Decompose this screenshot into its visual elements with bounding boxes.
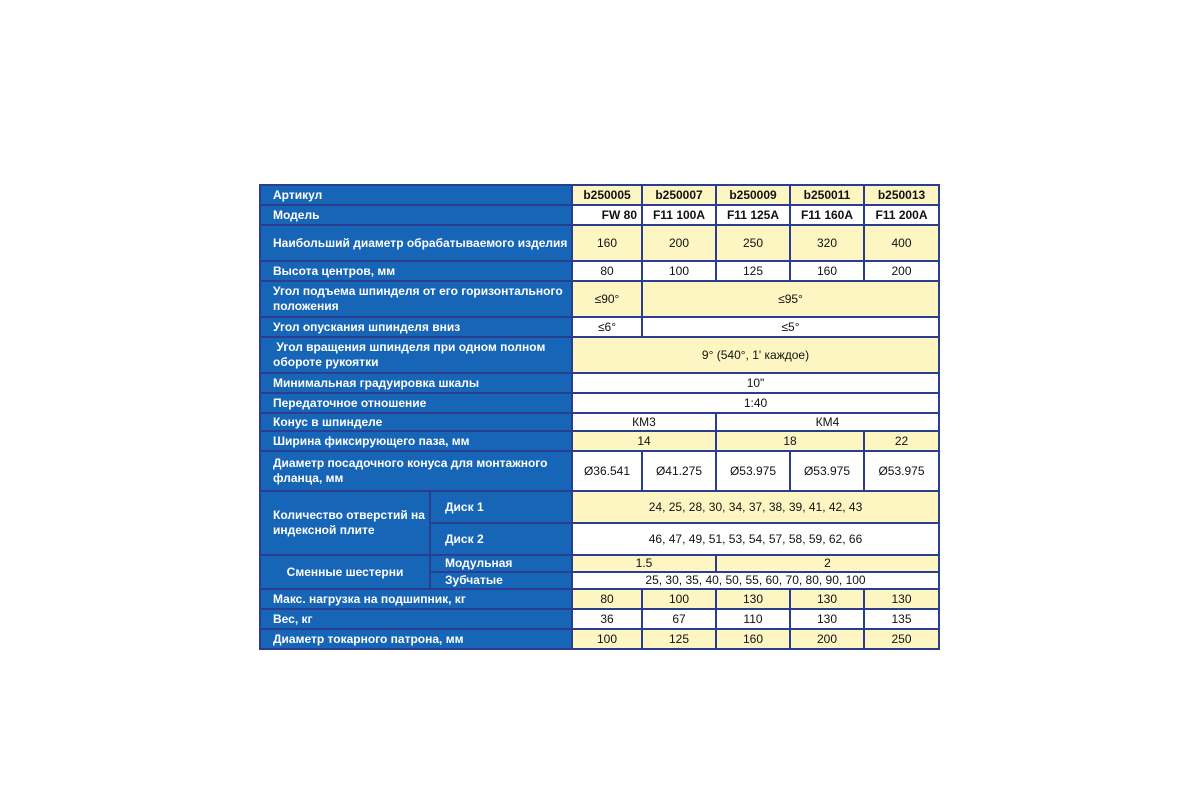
value-cell: 1:40 bbox=[573, 394, 940, 414]
value-cell: 10" bbox=[573, 374, 940, 394]
value-cell: 24, 25, 28, 30, 34, 37, 38, 39, 41, 42, 43 bbox=[573, 492, 940, 524]
value-cell: ≤90° bbox=[573, 282, 643, 318]
value-cell: 125 bbox=[717, 262, 791, 282]
model-cell: F11 200A bbox=[865, 206, 940, 226]
article-cell: b250013 bbox=[865, 186, 940, 206]
value-cell: 22 bbox=[865, 432, 940, 452]
value-cell: ≤95° bbox=[643, 282, 940, 318]
value-cell: 2 bbox=[717, 556, 940, 573]
table-row bbox=[261, 432, 940, 452]
value-cell: 100 bbox=[643, 262, 717, 282]
table-row bbox=[261, 282, 940, 318]
value-cell: 160 bbox=[791, 262, 865, 282]
row-label-teeth: Зубчатые bbox=[431, 573, 573, 590]
row-label-lift-angle: Угол подъема шпинделя от его горизонтального положения bbox=[261, 282, 573, 318]
value-cell: 1.5 bbox=[573, 556, 717, 573]
value-cell: Ø53.975 bbox=[791, 452, 865, 492]
value-cell: Ø53.975 bbox=[717, 452, 791, 492]
row-label-index-holes: Количество отверстий на индексной плите bbox=[261, 492, 431, 556]
value-cell: 160 bbox=[573, 226, 643, 262]
row-label-modular: Модульная bbox=[431, 556, 573, 573]
row-label-article: Артикул bbox=[261, 186, 573, 206]
table-row bbox=[261, 590, 940, 610]
value-cell: 46, 47, 49, 51, 53, 54, 57, 58, 59, 62, 66 bbox=[573, 524, 940, 556]
row-label-flange-cone: Диаметр посадочного конуса для монтажного фланца, мм bbox=[261, 452, 573, 492]
article-cell: b250011 bbox=[791, 186, 865, 206]
value-cell: 36 bbox=[573, 610, 643, 630]
table-row bbox=[261, 226, 940, 262]
row-label-chuck-diameter: Диаметр токарного патрона, мм bbox=[261, 630, 573, 650]
value-cell: Ø53.975 bbox=[865, 452, 940, 492]
table-row bbox=[261, 338, 940, 374]
row-label-weight: Вес, кг bbox=[261, 610, 573, 630]
value-cell: ≤5° bbox=[643, 318, 940, 338]
article-cell: b250007 bbox=[643, 186, 717, 206]
spec-table bbox=[259, 184, 940, 650]
article-cell: b250009 bbox=[717, 186, 791, 206]
table-row bbox=[261, 452, 940, 492]
table-row bbox=[261, 492, 940, 524]
table-row bbox=[261, 630, 940, 650]
value-cell: КМ4 bbox=[717, 414, 940, 432]
table-row bbox=[261, 262, 940, 282]
value-cell: Ø36.541 bbox=[573, 452, 643, 492]
table-row bbox=[261, 374, 940, 394]
table-row bbox=[261, 414, 940, 432]
value-cell: Ø41.275 bbox=[643, 452, 717, 492]
table-row bbox=[261, 206, 940, 226]
value-cell: 80 bbox=[573, 262, 643, 282]
value-cell: 320 bbox=[791, 226, 865, 262]
value-cell: ≤6° bbox=[573, 318, 643, 338]
table-row bbox=[261, 610, 940, 630]
value-cell: 18 bbox=[717, 432, 865, 452]
article-cell: b250005 bbox=[573, 186, 643, 206]
row-label-disk-1: Диск 1 bbox=[431, 492, 573, 524]
value-cell: 9° (540°, 1' каждое) bbox=[573, 338, 940, 374]
value-cell: 130 bbox=[865, 590, 940, 610]
row-label-rotation-angle: Угол вращения шпинделя при одном полном обороте рукоятки bbox=[261, 338, 573, 374]
value-cell: 100 bbox=[573, 630, 643, 650]
table-row bbox=[261, 318, 940, 338]
value-cell: 125 bbox=[643, 630, 717, 650]
table-row bbox=[261, 394, 940, 414]
value-cell: 110 bbox=[717, 610, 791, 630]
value-cell: 100 bbox=[643, 590, 717, 610]
value-cell: 400 bbox=[865, 226, 940, 262]
row-label-slot-width: Ширина фиксирующего паза, мм bbox=[261, 432, 573, 452]
value-cell: 80 bbox=[573, 590, 643, 610]
value-cell: 25, 30, 35, 40, 50, 55, 60, 70, 80, 90, 100 bbox=[573, 573, 940, 590]
value-cell: 200 bbox=[791, 630, 865, 650]
value-cell: 200 bbox=[865, 262, 940, 282]
value-cell: 130 bbox=[717, 590, 791, 610]
row-label-gears: Сменные шестерни bbox=[261, 556, 431, 590]
table-row bbox=[261, 556, 940, 573]
row-label-gear-ratio: Передаточное отношение bbox=[261, 394, 573, 414]
value-cell: 130 bbox=[791, 590, 865, 610]
row-label-lower-angle: Угол опускания шпинделя вниз bbox=[261, 318, 573, 338]
row-label-disk-2: Диск 2 bbox=[431, 524, 573, 556]
value-cell: 250 bbox=[717, 226, 791, 262]
table-row bbox=[261, 186, 940, 206]
row-label-center-height: Высота центров, мм bbox=[261, 262, 573, 282]
value-cell: КМ3 bbox=[573, 414, 717, 432]
value-cell: 14 bbox=[573, 432, 717, 452]
value-cell: 130 bbox=[791, 610, 865, 630]
model-cell: F11 125A bbox=[717, 206, 791, 226]
value-cell: 67 bbox=[643, 610, 717, 630]
model-cell: F11 160A bbox=[791, 206, 865, 226]
row-label-bearing-load: Макс. нагрузка на подшипник, кг bbox=[261, 590, 573, 610]
row-label-spindle-cone: Конус в шпинделе bbox=[261, 414, 573, 432]
value-cell: 160 bbox=[717, 630, 791, 650]
model-cell: FW 80 bbox=[573, 206, 643, 226]
row-label-max-diameter: Наибольший диаметр обрабатываемого изделия bbox=[261, 226, 573, 262]
row-label-min-graduation: Минимальная градуировка шкалы bbox=[261, 374, 573, 394]
row-label-model: Модель bbox=[261, 206, 573, 226]
value-cell: 250 bbox=[865, 630, 940, 650]
value-cell: 135 bbox=[865, 610, 940, 630]
model-cell: F11 100A bbox=[643, 206, 717, 226]
value-cell: 200 bbox=[643, 226, 717, 262]
